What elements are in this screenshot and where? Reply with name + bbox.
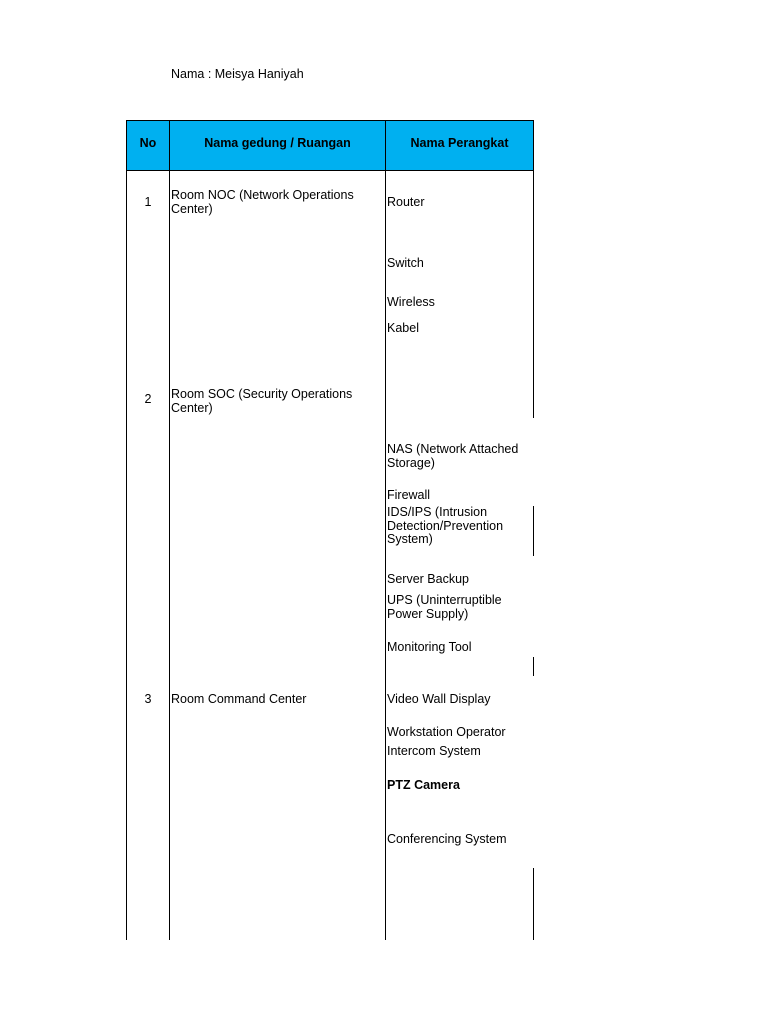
- header-no: No: [139, 136, 157, 150]
- header-perangkat: Nama Perangkat: [410, 136, 509, 150]
- table-left-border: [126, 120, 127, 940]
- header-ruangan: Nama gedung / Ruangan: [204, 136, 351, 150]
- device-item: Workstation Operator: [387, 725, 506, 739]
- device-item: Monitoring Tool: [387, 640, 472, 654]
- device-item: Intercom System: [387, 744, 481, 758]
- room-name: Room Command Center: [171, 692, 307, 706]
- room-name: Room SOC (Security Operations Center): [171, 387, 353, 415]
- device-item: Server Backup: [387, 572, 469, 586]
- row-number: 3: [144, 692, 152, 706]
- device-item: Firewall: [387, 488, 431, 502]
- device-item: Wireless: [387, 295, 435, 309]
- table-right-border: [533, 120, 534, 418]
- student-name: Nama : Meisya Haniyah: [171, 67, 304, 81]
- table-col-divider-1: [169, 120, 170, 940]
- table-col-divider-2: [385, 120, 386, 940]
- device-item: Switch: [387, 256, 424, 270]
- table-right-border: [533, 868, 534, 940]
- row-number: 1: [144, 195, 152, 209]
- device-item: Kabel: [387, 321, 419, 335]
- table-header-bottom-border: [126, 170, 534, 171]
- device-item: PTZ Camera: [387, 778, 460, 792]
- device-item: UPS (Uninterruptible Power Supply): [387, 593, 502, 621]
- device-item: Router: [387, 195, 425, 209]
- device-item: NAS (Network Attached Storage): [387, 442, 519, 470]
- device-item: Conferencing System: [387, 832, 507, 846]
- room-name: Room NOC (Network Operations Center): [171, 188, 354, 216]
- table-right-border: [533, 506, 534, 556]
- table-right-border: [533, 657, 534, 676]
- table-top-border: [126, 120, 534, 121]
- row-number: 2: [144, 392, 152, 406]
- device-item: Video Wall Display: [387, 692, 491, 706]
- device-item: IDS/IPS (Intrusion Detection/Prevention System): [387, 505, 504, 546]
